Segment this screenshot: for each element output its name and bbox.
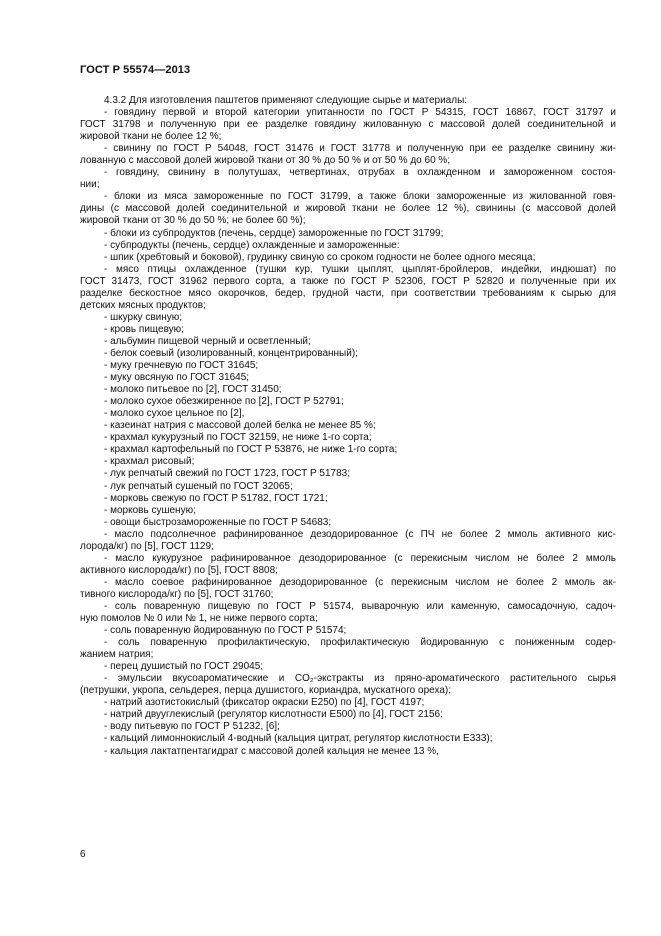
text-line: - крахмал рисовый; xyxy=(104,456,195,468)
text-line: - перец душистый по ГОСТ 29045; xyxy=(104,661,264,673)
text-line: жанием натрия; xyxy=(80,649,154,661)
text-line: - свинину по ГОСТ Р 54048, ГОСТ 31476 и ГОСТ 31778 и полученную при ее разделке свинину жи- xyxy=(104,143,616,155)
text-line: - кальция лактатпентагидрат с массовой долей кальция не менее 13 %, xyxy=(104,745,439,757)
page-header-title: ГОСТ Р 55574—2013 xyxy=(80,64,191,76)
text-line: - говядину первой и второй категории упитанности по ГОСТ Р 54315, ГОСТ 16867, ГОСТ 31797 и xyxy=(104,107,616,119)
text-line: - морковь свежую по ГОСТ Р 51782, ГОСТ 1721; xyxy=(104,492,328,504)
text-line: - лук репчатый сушеный по ГОСТ 32065; xyxy=(104,480,293,492)
text-line: - морковь сушеную; xyxy=(104,504,196,516)
text-line: детских мясных продуктов; xyxy=(80,299,206,311)
text-line: - натрий азотистокислый (фиксатор окраски Е250) по [4], ГОСТ 4197; xyxy=(104,697,425,709)
text-line: ГОСТ 31473, ГОСТ 31962 первого сорта, а также по ГОСТ Р 52306, ГОСТ Р 52820 и полученные при их xyxy=(80,275,616,287)
text-line: - блоки из мяса замороженные по ГОСТ 31799, а также блоки замороженные из жилованной говя- xyxy=(104,191,616,203)
text-line: - шкурку свиную; xyxy=(104,311,183,323)
text-line: тивного кислорода/кг) по [5], ГОСТ 31760; xyxy=(80,588,274,600)
page-number: 6 xyxy=(80,849,86,860)
text-line: лованную с массовой долей жировой ткани от 30 % до 50 % и от 50 % до 60 %; xyxy=(80,155,451,167)
text-line: - воду питьевую по ГОСТ Р 51232, [6]; xyxy=(104,721,280,733)
text-line: - натрий двууглекислый (регулятор кислотности Е500) по [4], ГОСТ 2156; xyxy=(104,709,443,721)
text-line: - шпик (хребтовый и боковой), грудинку свиную со сроком годности не более одного месяца; xyxy=(104,251,536,263)
text-line: лорода/кг) по [5], ГОСТ 1129; xyxy=(80,540,214,552)
text-line: - лук репчатый свежий по ГОСТ 1723, ГОСТ Р 51783; xyxy=(104,468,351,480)
text-line: - соль поваренную профилактическую, профилактическую йодированную с пониженным содер- xyxy=(104,637,616,649)
text-line: - муку овсяную по ГОСТ 31645; xyxy=(104,372,250,384)
text-line: ГОСТ 31798 и полученную при ее разделке говядину жилованную с массовой долей соединительной и xyxy=(80,119,616,131)
text-line: - эмульсии вкусоароматические и CO₂-экстракты из пряно-ароматического растительного сырья xyxy=(104,673,616,685)
text-line: - овощи быстрозамороженные по ГОСТ Р 54683; xyxy=(104,516,332,528)
text-line: - соль поваренную йодированную по ГОСТ Р 51574; xyxy=(104,625,347,637)
text-line: - кальций лимоннокислый 4-водный (кальция цитрат, регулятор кислотности Е333); xyxy=(104,733,493,745)
text-line: нии; xyxy=(80,179,100,191)
text-line: жировой ткани не более 12 %; xyxy=(80,131,222,143)
text-line: - кровь пищевую; xyxy=(104,323,184,335)
text-line: - говядину, свинину в полутушах, четвертинах, отрубах в охлажденном и замороженном состоя- xyxy=(104,167,616,179)
text-line: активного кислорода/кг) по [5], ГОСТ 8808; xyxy=(80,564,278,576)
text-line: - крахмал кукурузный по ГОСТ 32159, не ниже 1-го сорта; xyxy=(104,432,372,444)
text-line: - крахмал картофельный по ГОСТ Р 53876, не ниже 1-го сорта; xyxy=(104,444,398,456)
text-line: - соль поваренную пищевую по ГОСТ Р 51574, выварочную или каменную, самосадочную, садоч- xyxy=(104,600,616,612)
text-line: дины (с массовой долей соединительной и жировой ткани не более 12 %), свинины (с массовой долей xyxy=(80,203,616,215)
text-line: - казеинат натрия с массовой долей белка не менее 85 %; xyxy=(104,420,376,432)
text-line: - молоко питьевое по [2], ГОСТ 31450; xyxy=(104,384,282,396)
text-line: ную помолов № 0 или № 1, не ниже первого сорта; xyxy=(80,613,318,625)
document-body xyxy=(80,95,616,758)
text-line: 4.3.2 Для изготовления паштетов применяют следующие сырье и материалы: xyxy=(104,95,468,106)
text-line: - субпродукты (печень, сердце) охлажденные и замороженные: xyxy=(104,239,400,251)
text-line: - мясо птицы охлажденное (тушки кур, тушки цыплят, цыплят-бройлеров, индейки, индюшат) по xyxy=(104,263,616,275)
text-line: - масло подсолнечное рафинированное дезодорированное (с ПЧ не более 2 ммоль активного кис- xyxy=(104,528,616,540)
text-line: - молоко сухое цельное по [2], xyxy=(104,408,245,420)
text-line: - блоки из субпродуктов (печень, сердце) замороженные по ГОСТ 31799; xyxy=(104,227,444,239)
text-line: - муку гречневую по ГОСТ 31645; xyxy=(104,360,259,372)
text-line: (петрушки, укропа, сельдерея, перца душистого, кориандра, мускатного ореха); xyxy=(80,685,452,697)
text-line: - молоко сухое обезжиренное по [2], ГОСТ Р 52791; xyxy=(104,396,344,408)
text-line: - масло кукурузное рафинированное дезодорированное (с перекисным числом не более 2 ммоль xyxy=(104,552,616,564)
text-line: жировой ткани от 30 % до 50 %; не более 60 %); xyxy=(80,215,306,227)
text-line: разделке бескостное мясо окорочков, бедер, грудной части, при соответствии требованиям к сырью для xyxy=(80,287,616,299)
text-line: - альбумин пищевой черный и осветленный; xyxy=(104,335,311,347)
text-line: - белок соевый (изолированный, концентрированный); xyxy=(104,347,358,359)
text-line: - масло соевое рафинированное дезодорированное (с перекисным числом не более 2 ммоль ак- xyxy=(104,576,616,588)
